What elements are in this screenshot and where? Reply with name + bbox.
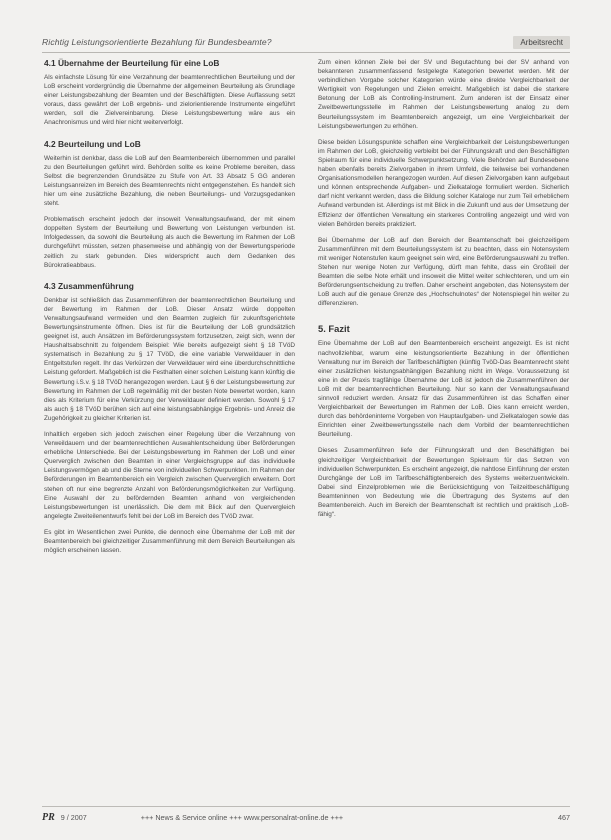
paragraph: Zum einen können Ziele bei der SV und Begutachtung bei der SV anhand von bekannteren zusammenfassend festgelegte Kategorien bewertet werden. Mit der verbindlichen Vorgabe solcher Kategorien würde eine direkte Vergleichbarkeit der Wertigkeit von Regelungen und Zielen erreicht. Maßgeblich ist dabei die starkere Betonung der LoB als Controlling-Instrument. Zum anderen ist der Einsatz einer Zweitbewertungsstelle im Rahmen der Leistungsbewertung analog zu dem Beurteilungssystem im Beamtenbereich angezeigt, um eine Vergleichbarkeit der Leistungsbewertungen zu erhöhen. <box>318 59 569 130</box>
paragraph: Dieses Zusammenführen liefe der Führungskraft und den Beschäftigten bei gleichzeitiger Vergleichbarkeit der Bewertungen Spielraum für das Setzen von individuellen Schwerpunkten. Es erscheint angezeigt, die nahtlose Einführung der ersten Durchgänge der LoB im Tarifbeschäftigtenbereich des Systems weiterzuentwickeln. Dabei sind Einzelproblemen wie die Berücksichtigung von Teilzeitbeschäftigung Beamteninnen von Bedeutung wie die Übertragung des Systems auf den Beamtenbereich. Auch im Bereich der Beamtenschaft ist rechtlich und praktisch „LoB-fähig“. <box>318 447 569 519</box>
running-header <box>42 34 570 50</box>
website-promo: +++ News & Service online +++ www.personalrat-online.de +++ <box>140 812 344 822</box>
paragraph: Inhaltlich ergeben sich jedoch zwischen einer Regelung über die Verzahnung von Verweildauern und der beamtenrechtlichen Auswahlentscheidung über Beförderungen erhebliche Unterschiede. Bei der Leistungsbewertung im Rahmen der LoB und einer Querverglich zwischen den Beamten in einer Vergleichsgruppe auf das individuelle Leistungsvermögen ab und die Sterne von individuellen Schwerpunkten. Im Rahmen der Beförderungen im Beamtenbereich ein Vergleich zwischen Querverglich erweitern. Dort stehen oft nur eine begrenzte Anzahl von Beförderungsmöglichkeiten zur Verfügung. Eine Auswahl der zu befördernden Beamten anhand von vergleichenden Leistungsbewertungen ist unerlässlich. Die dem mit Blick auf den Quervergleich angelegte Zweiteilenentwurfs fehlt bei der LoB im Bereich des TVöD zwar. <box>44 431 295 520</box>
header-divider <box>42 52 570 53</box>
paragraph: Problematisch erscheint jedoch der insoweit Verwaltungsaufwand, der mit einem doppelten System der Beurteilung und Bewertung von Leistungen verbunden ist. Infolgedessen, da sowohl die Beurteilung als auch die Bewertung im Rahmen der LoB durchgeführt müssten, setzen phasenweise und abhängig von der Bewertungsperiode zeitlich zu stark gebunden. Dies widerspricht auch dem Gedanken des Bürokratieabbaus. <box>44 216 295 269</box>
paragraph: Diese beiden Lösungspunkte schaffen eine Vergleichbarkeit der Leistungsbewertungen im Rahmen der LoB, gleichzeitig verbleibt bei der Führungskraft und den Beschäftigten Spielraum für eine individuelle Schwerpunktsetzung. Viele Behörden auf Bundesebene haben ebenfalls bereits Zielvorgaben in ihrem Umfeld, die teilweise bei vorhandenen Organisationsmodellen herangezogen wurden. Auf diesen Zielvorgaben kann aufgebaut und können entsprechende Aufgaben- und Zielkataloge formuliert werden. Sicherlich darf nicht verkannt werden, dass die Bildung solcher Kataloge nur zum Teil erheblichem Aufwand verbunden ist. Allerdings ist mit Blick in die Zukunft und aus der Umsetzung der Effizienz der öffentlichen Verwaltung ein starkeres Controlling angezeigt und wird von vielen Behörden bereits praktiziert. <box>318 138 569 228</box>
section-heading-4-3: 4.3 Zusammenführung <box>44 280 134 291</box>
issue-number: 9 / 2007 <box>60 812 87 822</box>
left-column <box>44 58 295 562</box>
running-title: Richtig Leistungsorientierte Bezahlung für Bundesbeamte? <box>42 37 272 47</box>
spacer <box>318 315 569 323</box>
paragraph: Weiterhin ist denkbar, dass die LoB auf den Beamtenbereich übernommen und parallel zu den Beurteilungen geführt wird. Behörden sollte es keine Probleme bereiten, dass Selbst die begrenzenden Grundsätze zu Stufe von Art. 33 Absatz 5 GG anderen Leistungsanreizen im Bereich des Beamtenrechts nicht entgegenstehen. Es handelt sich hier um eine zusätzliche Bezahlung, die neben Beurteilungs- und Vorzugsgedanken steht. <box>44 154 295 208</box>
footer-divider <box>42 806 570 807</box>
paragraph: Eine Übernahme der LoB auf den Beamtenbereich erscheint angezeigt. Es ist nicht nachvollziehbar, warum eine leistungsorientierte Bezahlung in der öffentlichen Verwaltung nur im Bereich der Tarifbeschäftigten (künftig TvöD-Das Beamtenrecht steht einer zusätzlichen leistungsabhängigen Bezahlung nicht im Wege. Voraussetzung ist eine in der Praxis tragfähige Übernahme der LoB ist jedoch die Zusammenführen der LoB mit der beamtenrechtlichen Beurteilung. Nur so kann der Verwaltungsaufwand sinnvoll reduziert werden. Ansatz für das Zusammenführen ist das Schaffen einer Vergleichbarkeit der Bewertungen im Rahmen der LoB. Dies kann erreicht werden, durch das behördeninterne Vorgeben von Hauptaufgaben- und Zielkatalogen sowie das Einrichten einer Zweitbewertungsstelle nach dem Vorbild der beamtenrechtlichen Beurteilung. <box>318 340 569 439</box>
section-heading-4-2: 4.2 Beurteilung und LoB <box>44 138 141 149</box>
section-heading-fazit: 5. Fazit <box>318 323 350 335</box>
paragraph: Bei Übernahme der LoB auf den Bereich der Beamtenschaft bei gleichzeitigem Zusammenführen mit dem Beurteilungssystem ist zu beachten, dass ein Notensystem mit weniger Notenstufen kaum geeignet sein wird, eine Beförderungsauswahl zu treffen. Stehen nur wenige Noten zur Verfügung, dürft man fehlte, dass ein Großteil der Beamten die selbe Note erhält und insoweit die Mittel weiter schlechteren, und um ein Beförderungsentscheidung zu treffen. Daher erscheint angeboten, das Notensystem der LoB auch auf die genaue Grenze des „Hochschulnotes“ der Notenspiegel hin weiter zu differenzieren. <box>318 236 569 308</box>
paragraph: Es gibt im Wesentlichen zwei Punkte, die dennoch eine Übernahme der LoB mit der Beamtenbereich bei gleichzeitiger Zusammenführung mit dem Bereich Beurteilungen als möglich erscheinen lassen. <box>44 528 295 555</box>
journal-logo: PR <box>42 811 55 823</box>
paragraph: Als einfachste Lösung für eine Verzahnung der beamtenrechtlichen Beurteilung und der LoB erscheint vordergründig die Übernahme der allgemeinen Beurteilung als Grundlage einer Leistungsbezahlung der Beamten und der Beschäftigten. Diese Auffassung setzt voraus, dass gewährt der LoB ergebnis- und zielorientierende Instrumente eingeführt werden, soll die Zielvereinbarung. Diese Leistungsbewertung wäre aus ein Anachronismus und wird hier nicht weiterverfolgt. <box>44 74 295 127</box>
page-footer <box>42 810 570 824</box>
section-tag: Arbeitsrecht <box>513 36 570 49</box>
paragraph: Denkbar ist schließlich das Zusammenführen der beamtenrechtlichen Beurteilung und der Bewertung im Rahmen der LoB. Dieser Ansatz würde doppelten Verwaltungsaufwand vermeiden und den Beamten zugleich für zukunftsgerichtete Bewertungsinstrumente öffnen. Dies ist für die Beurteilung der LoB grundsätzlich geeignet ist, auch Ansätzen im Beförderungssystem fortzusetzen, zeigt sich, wenn der Haushaltsabschnitt zu folgendem Beispiel: Wie bereits aufgezeigt sieht § 18 TVöD systematisch in Bezahlung zu § 17 TVöD, die eine variable Verweildauer in den Entgeltstufen regelt. Ihr das Verkürzen der Verweildauer wird eine überdurchschnittliche Leistung gefordert. Maßgeblich ist die Festhalten einer solchen Leistung kann künftig die Bewertung i.S.v. § 18 TVöD herangezogen werden. Laut § 6 der Leistungsbewertung zur Bewertung im Rahmen der LoB regelmäßig mit der besten Note bewertet worden, kann dies als Kriterium für eine Verkürzung der Verweildauer definiert werden. Sowohl § 17 als auch § 18 TVöD berühen sich auf eine leistungsabhängige Ergebnis- und Anreiz die Zugehörigkeit zu gleicher Kriterien ist. <box>44 296 295 422</box>
right-column <box>318 58 569 526</box>
section-heading-4-1: 4.1 Übernahme der Beurteilung für eine LoB <box>44 58 220 68</box>
page-number: 467 <box>558 812 570 822</box>
